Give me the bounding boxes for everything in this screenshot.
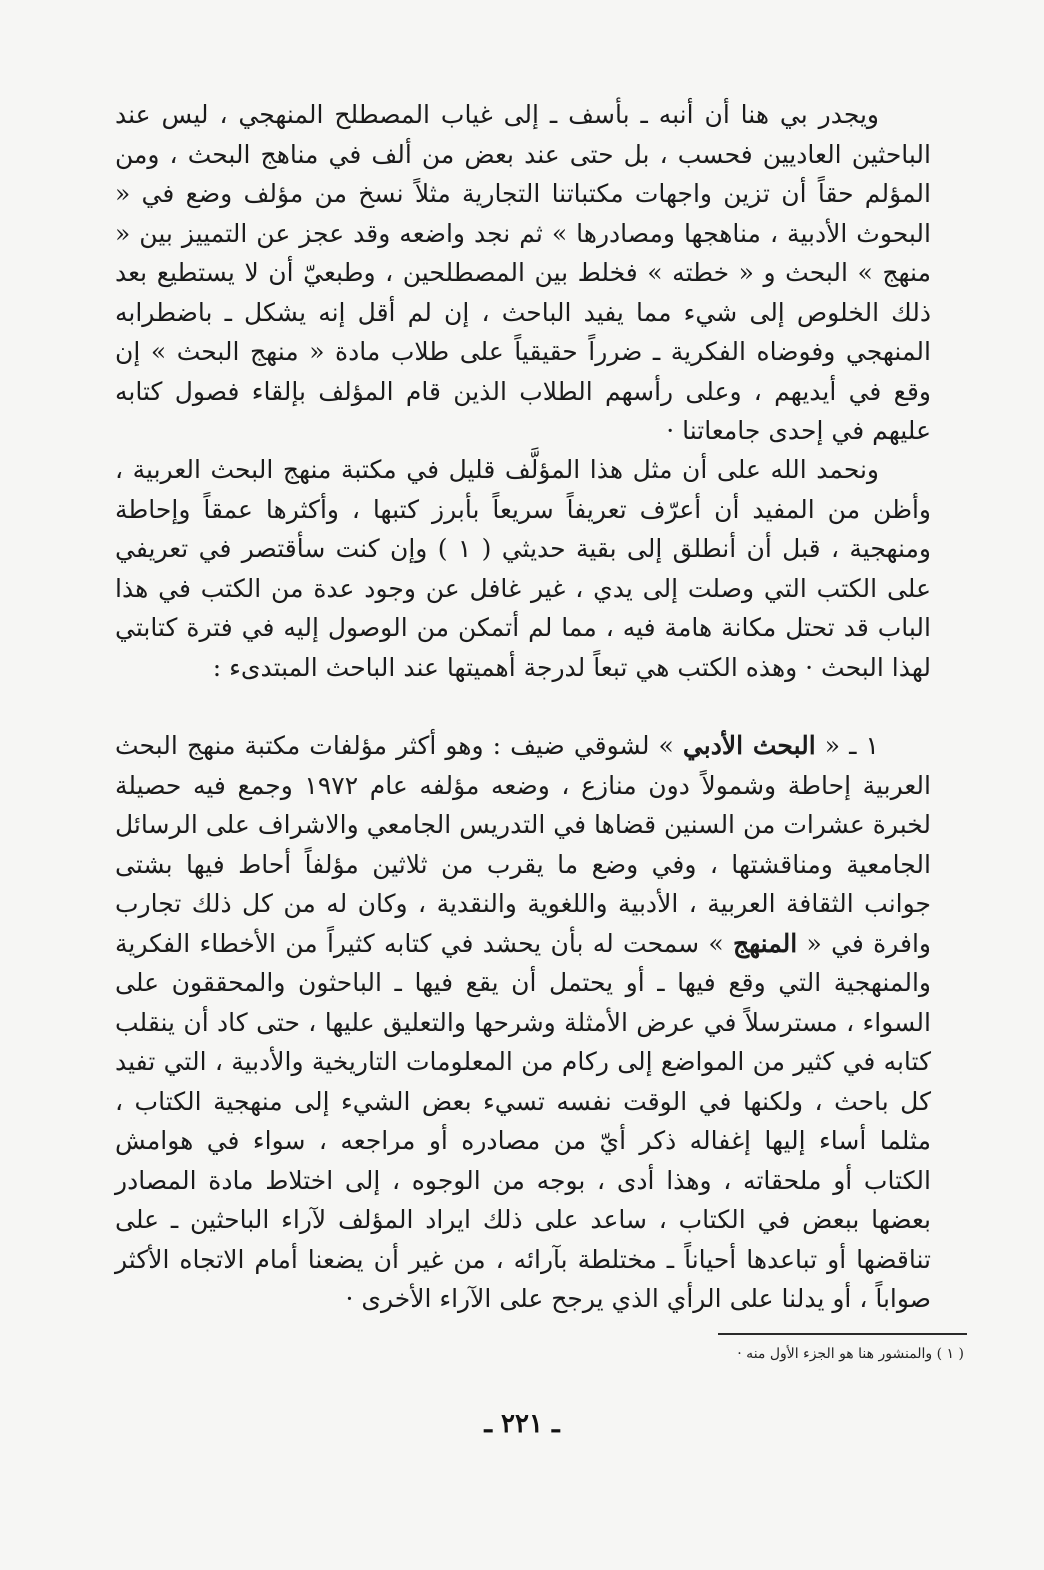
- entry-number: ١ ـ: [849, 731, 879, 760]
- book-entry-paragraph: [115, 726, 931, 1319]
- footnote-divider: [718, 1333, 967, 1335]
- body-text-block: [115, 450, 931, 687]
- book-title: البحث الأدبي: [682, 731, 816, 760]
- paragraph: ونحمد الله على أن مثل هذا المؤلَّف قليل في مكتبة منهج البحث العربية ، وأظن من المفيد أن أعرّف تعريفاً سريعاً بأبرز كتبها ، وأكثرها عمقاً وإحاطة ومنهجية ، قبل أن أنطلق إلى بقية حديثي ( ١ ) وإن كنت سأقتصر في تعريفي على الكتب التي وصلت إلى يدي ، غير غافل عن وجود عدة من الكتب في هذا الباب قد تحتل مكانة هامة فيه ، مما لم أتمكن من الوصول إليه في فترة كتابتي لهذا البحث · وهذه الكتب هي تبعاً لدرجة أهميتها عند الباحث المبتدىء :: [115, 455, 931, 682]
- entry-text-continued: » سمحت له بأن يحشد في كتابه كثيراً من الأخطاء الفكرية والمنهجية التي وقع فيها ـ أو يحتمل أن يقع فيها ـ الباحثون والمحققون على السواء ، مسترسلاً في عرض الأمثلة وشرحها والتعليق عليها ، حتى كاد أن ينقلب كتابه في كثير من المواضع إلى ركام من المعلومات التاريخية والأدبية ، التي تفيد كل باحث ، ولكنها في الوقت نفسه تسيء بعض الشيء إلى منهجية الكتاب ، مثلما أساء إليها إغفاله ذكر أيّ من مصادره أو مراجعه ، سواء في هوامش الكتاب أو ملحقاته ، وهذا أدى ، بوجه من الوجوه ، إلى اختلاط مادة المصادر بعضها ببعض في الكتاب ، ساعد على ذلك ايراد المؤلف لآراء الباحثين ـ على تناقضها أو تباعدها أحياناً ـ مختلطة بآرائه ، من غير أن يضعنا أمام الاتجاه الأكثر صواباً ، أو يدلنا على الرأي الذي يرجح على الآراء الأخرى ·: [115, 928, 931, 1313]
- page-number: ـ ٢٢١ ـ: [484, 1409, 560, 1439]
- bold-term: المنهج: [732, 928, 798, 958]
- paragraph: ويجدر بي هنا أن أنبه ـ بأسف ـ إلى غياب المصطلح المنهجي ، ليس عند الباحثين العاديين فحسب ، بل حتى عند بعض من ألف في مناهج البحث ، ومن المؤلم حقاً أن تزين واجهات مكتباتنا التجارية مثلاً نسخ من مؤلف وضع في « البحوث الأدبية ، مناهجها ومصادرها » ثم نجد واضعه وقد عجز عن التمييز بين « منهج » البحث و « خطته » فخلط بين المصطلحين ، وطبعيّ أن لا يستطيع بعد ذلك الخلوص إلى شيء مما يفيد الباحث ، إن لم أقل إنه يشكل ـ باضطرابه المنهجي وفوضاه الفكرية ـ ضرراً حقيقياً على طلاب مادة « منهج البحث » إن وقع في أيديهم ، وعلى رأسهم الطلاب الذين قام المؤلف بإلقاء فصول كتابه عليهم في إحدى جامعاتنا ·: [115, 100, 931, 445]
- open-quote: «: [824, 731, 841, 760]
- entry-text: » لشوقي ضيف : وهو أكثر مؤلفات مكتبة منهج البحث العربية إحاطة وشمولاً دون منازع ، وضعه مؤلفه عام ١٩٧٢ وجمع فيه حصيلة لخبرة عشرات من السنين قضاها في التدريس الجامعي والاشراف على الرسائل الجامعية ومناقشتها ، وفي وضع ما يقرب من ثلاثين مؤلفاً أحاط فيها بشتى جوانب الثقافة العربية ، الأدبية واللغوية والنقدية ، وكان له من كل ذلك تجارب وافرة في «: [115, 731, 931, 958]
- body-text-block: [115, 95, 931, 451]
- book-entry-block: [115, 726, 931, 1319]
- footnote: ( ١ ) والمنشور هنا هو الجزء الأول منه ·: [737, 1346, 964, 1362]
